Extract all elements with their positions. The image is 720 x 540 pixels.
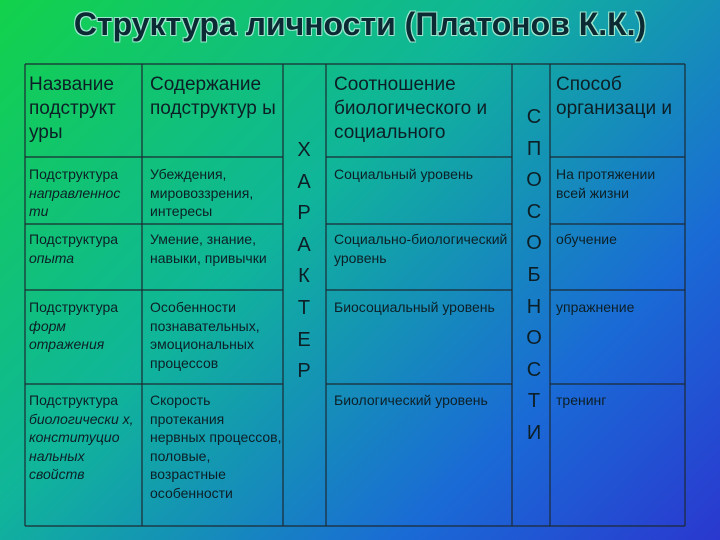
- vertical-word-abilities: [522, 102, 546, 450]
- vertical-letter: Е: [297, 328, 311, 351]
- table-row-method: тренинг: [556, 392, 607, 408]
- vertical-letter: А: [297, 233, 311, 256]
- row-name-label: Подструктура: [29, 231, 119, 247]
- row-name-subject: биологически х, конституцио нальных свойств: [29, 410, 134, 482]
- vertical-letter: С: [526, 200, 542, 223]
- table-row-name: [29, 230, 139, 267]
- vertical-word-character: [292, 135, 316, 388]
- vertical-letter: Т: [527, 390, 541, 413]
- table-row-name: [29, 391, 139, 484]
- table-row-method: На протяжении всей жизни: [556, 166, 656, 201]
- table-row-relation: Социальный уровень: [334, 166, 473, 182]
- vertical-letter: С: [526, 358, 542, 381]
- row-name-subject: форм отражения: [29, 317, 105, 352]
- row-name-label: Подструктура: [29, 392, 119, 408]
- vertical-letter: Т: [297, 296, 311, 319]
- table-row-name: [29, 298, 139, 354]
- vertical-letter: О: [526, 232, 542, 255]
- table-row-content: Скорость протекания нервных процессов, половые, возрастные особенности: [150, 392, 282, 501]
- table-row-method: обучение: [556, 231, 617, 247]
- vertical-letter: О: [526, 327, 542, 350]
- page-title: Структура личности (Платонов К.К.): [73, 6, 647, 42]
- vertical-letter: Р: [297, 360, 311, 383]
- header-relation: Соотношение биологического и социального: [334, 74, 488, 143]
- vertical-letter: А: [297, 170, 311, 193]
- vertical-letter: Б: [527, 263, 541, 286]
- table-row-relation: Социально-биологический уровень: [334, 231, 508, 266]
- row-name-subject: направленнос ти: [29, 184, 121, 219]
- table-row-content: Умение, знание, навыки, привычки: [150, 231, 267, 266]
- vertical-letter: Х: [297, 139, 311, 161]
- row-name-label: Подструктура: [29, 166, 119, 182]
- vertical-letter: П: [526, 137, 542, 160]
- vertical-letter: Р: [297, 202, 311, 225]
- row-name-label: Подструктура: [29, 299, 119, 315]
- header-content: Содержание подструктур ы: [150, 74, 276, 119]
- table-row-relation: Биосоциальный уровень: [334, 299, 495, 315]
- vertical-letter: С: [526, 106, 542, 128]
- table-row-name: [29, 165, 139, 221]
- table-row-content: Убеждения, мировоззрения, интересы: [150, 166, 254, 219]
- vertical-letter: К: [298, 265, 310, 288]
- row-name-subject: опыта: [29, 249, 75, 266]
- header-method: Способ организаци и: [556, 74, 672, 119]
- vertical-letter: Н: [526, 295, 542, 318]
- vertical-letter: И: [526, 421, 542, 444]
- vertical-letter: О: [526, 169, 542, 192]
- table-row-relation: Биологический уровень: [334, 392, 488, 408]
- table-row-method: упражнение: [556, 299, 635, 315]
- header-name: Название подструкт уры: [29, 74, 116, 143]
- table-row-content: Особенности познавательных, эмоциональных процессов: [150, 299, 260, 371]
